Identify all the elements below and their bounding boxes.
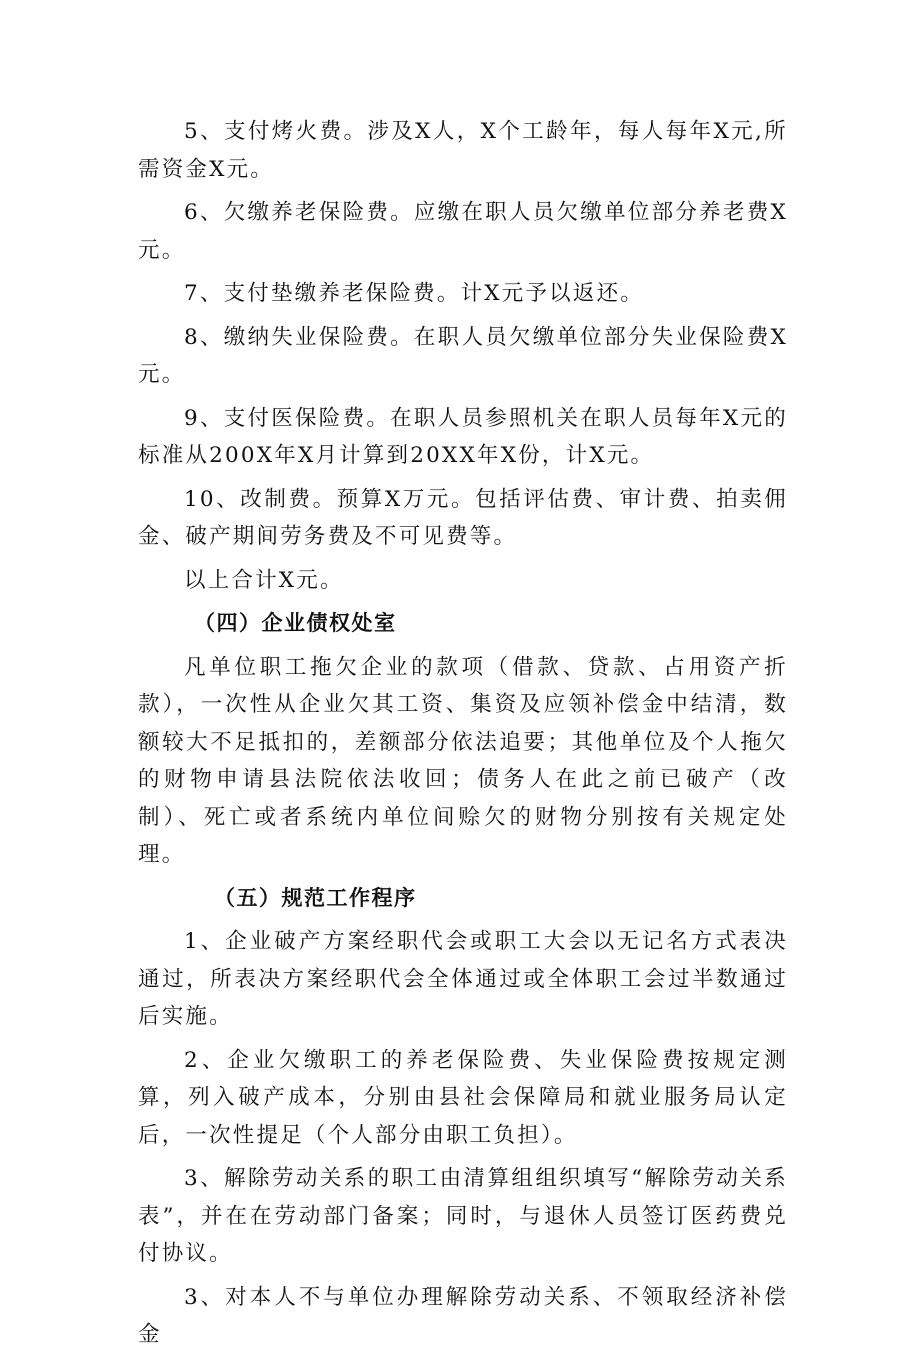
section-5-item-3: 3、解除劳动关系的职工由清算组组织填写“解除劳动关系表”，并在在劳动部门备案；同时，与退休人员签订医药费兑付协议。 — [138, 1166, 788, 1266]
item-8-unemployment-insurance: 8、缴纳失业保险费。在职人员欠缴单位部分失业保险费X元。 — [138, 324, 788, 387]
item-9-medical-insurance: 9、支付医保险费。在职人员参照机关在职人员每年X元的标准从200X年X月计算到20XX年X份，计X元。 — [138, 405, 788, 468]
section-5-item-1: 1、企业破产方案经职代会或职工大会以无记名方式表决通过，所表决方案经职代会全体通过或全体职工会过半数通过后实施。 — [138, 929, 788, 1029]
document-body — [138, 113, 788, 1354]
item-10-restructuring-fee: 10、改制费。预算X万元。包括评估费、审计费、拍卖佣金、破产期间劳务费及不可见费等。 — [138, 486, 788, 549]
section-4-heading: （四）企业债权处室 — [194, 611, 397, 635]
item-7-pension-advance: 7、支付垫缴养老保险费。计X元予以返还。 — [184, 281, 644, 306]
section-4-body: 凡单位职工拖欠企业的款项（借款、贷款、占用资产折款），一次性从企业欠其工资、集资及应领补偿金中结清，数额较大不足抵扣的，差额部分依法追要；其他单位及个人拖欠的财物申请县法院依法收回；债务人在此之前已破产（改制）、死亡或者系统内单位间赊欠的财物分别按有关规定处理。 — [138, 654, 788, 867]
item-6-pension-arrears: 6、欠缴养老保险费。应缴在职人员欠缴单位部分养老费X元。 — [138, 200, 788, 263]
item-5-heating-fee: 5、支付烤火费。涉及X人，X个工龄年，每人每年X元,所需资金X元。 — [138, 119, 788, 182]
total-line: 以上合计X元。 — [184, 567, 344, 593]
section-5-heading: （五）规范工作程序 — [214, 885, 417, 910]
section-5-item-3b: 3、对本人不与单位办理解除劳动关系、不领取经济补偿金 — [138, 1284, 788, 1347]
section-5-item-2: 2、企业欠缴职工的养老保险费、失业保险费按规定测算，列入破产成本，分别由县社会保障局和就业服务局认定后，一次性提足（个人部分由职工负担）。 — [138, 1047, 788, 1148]
